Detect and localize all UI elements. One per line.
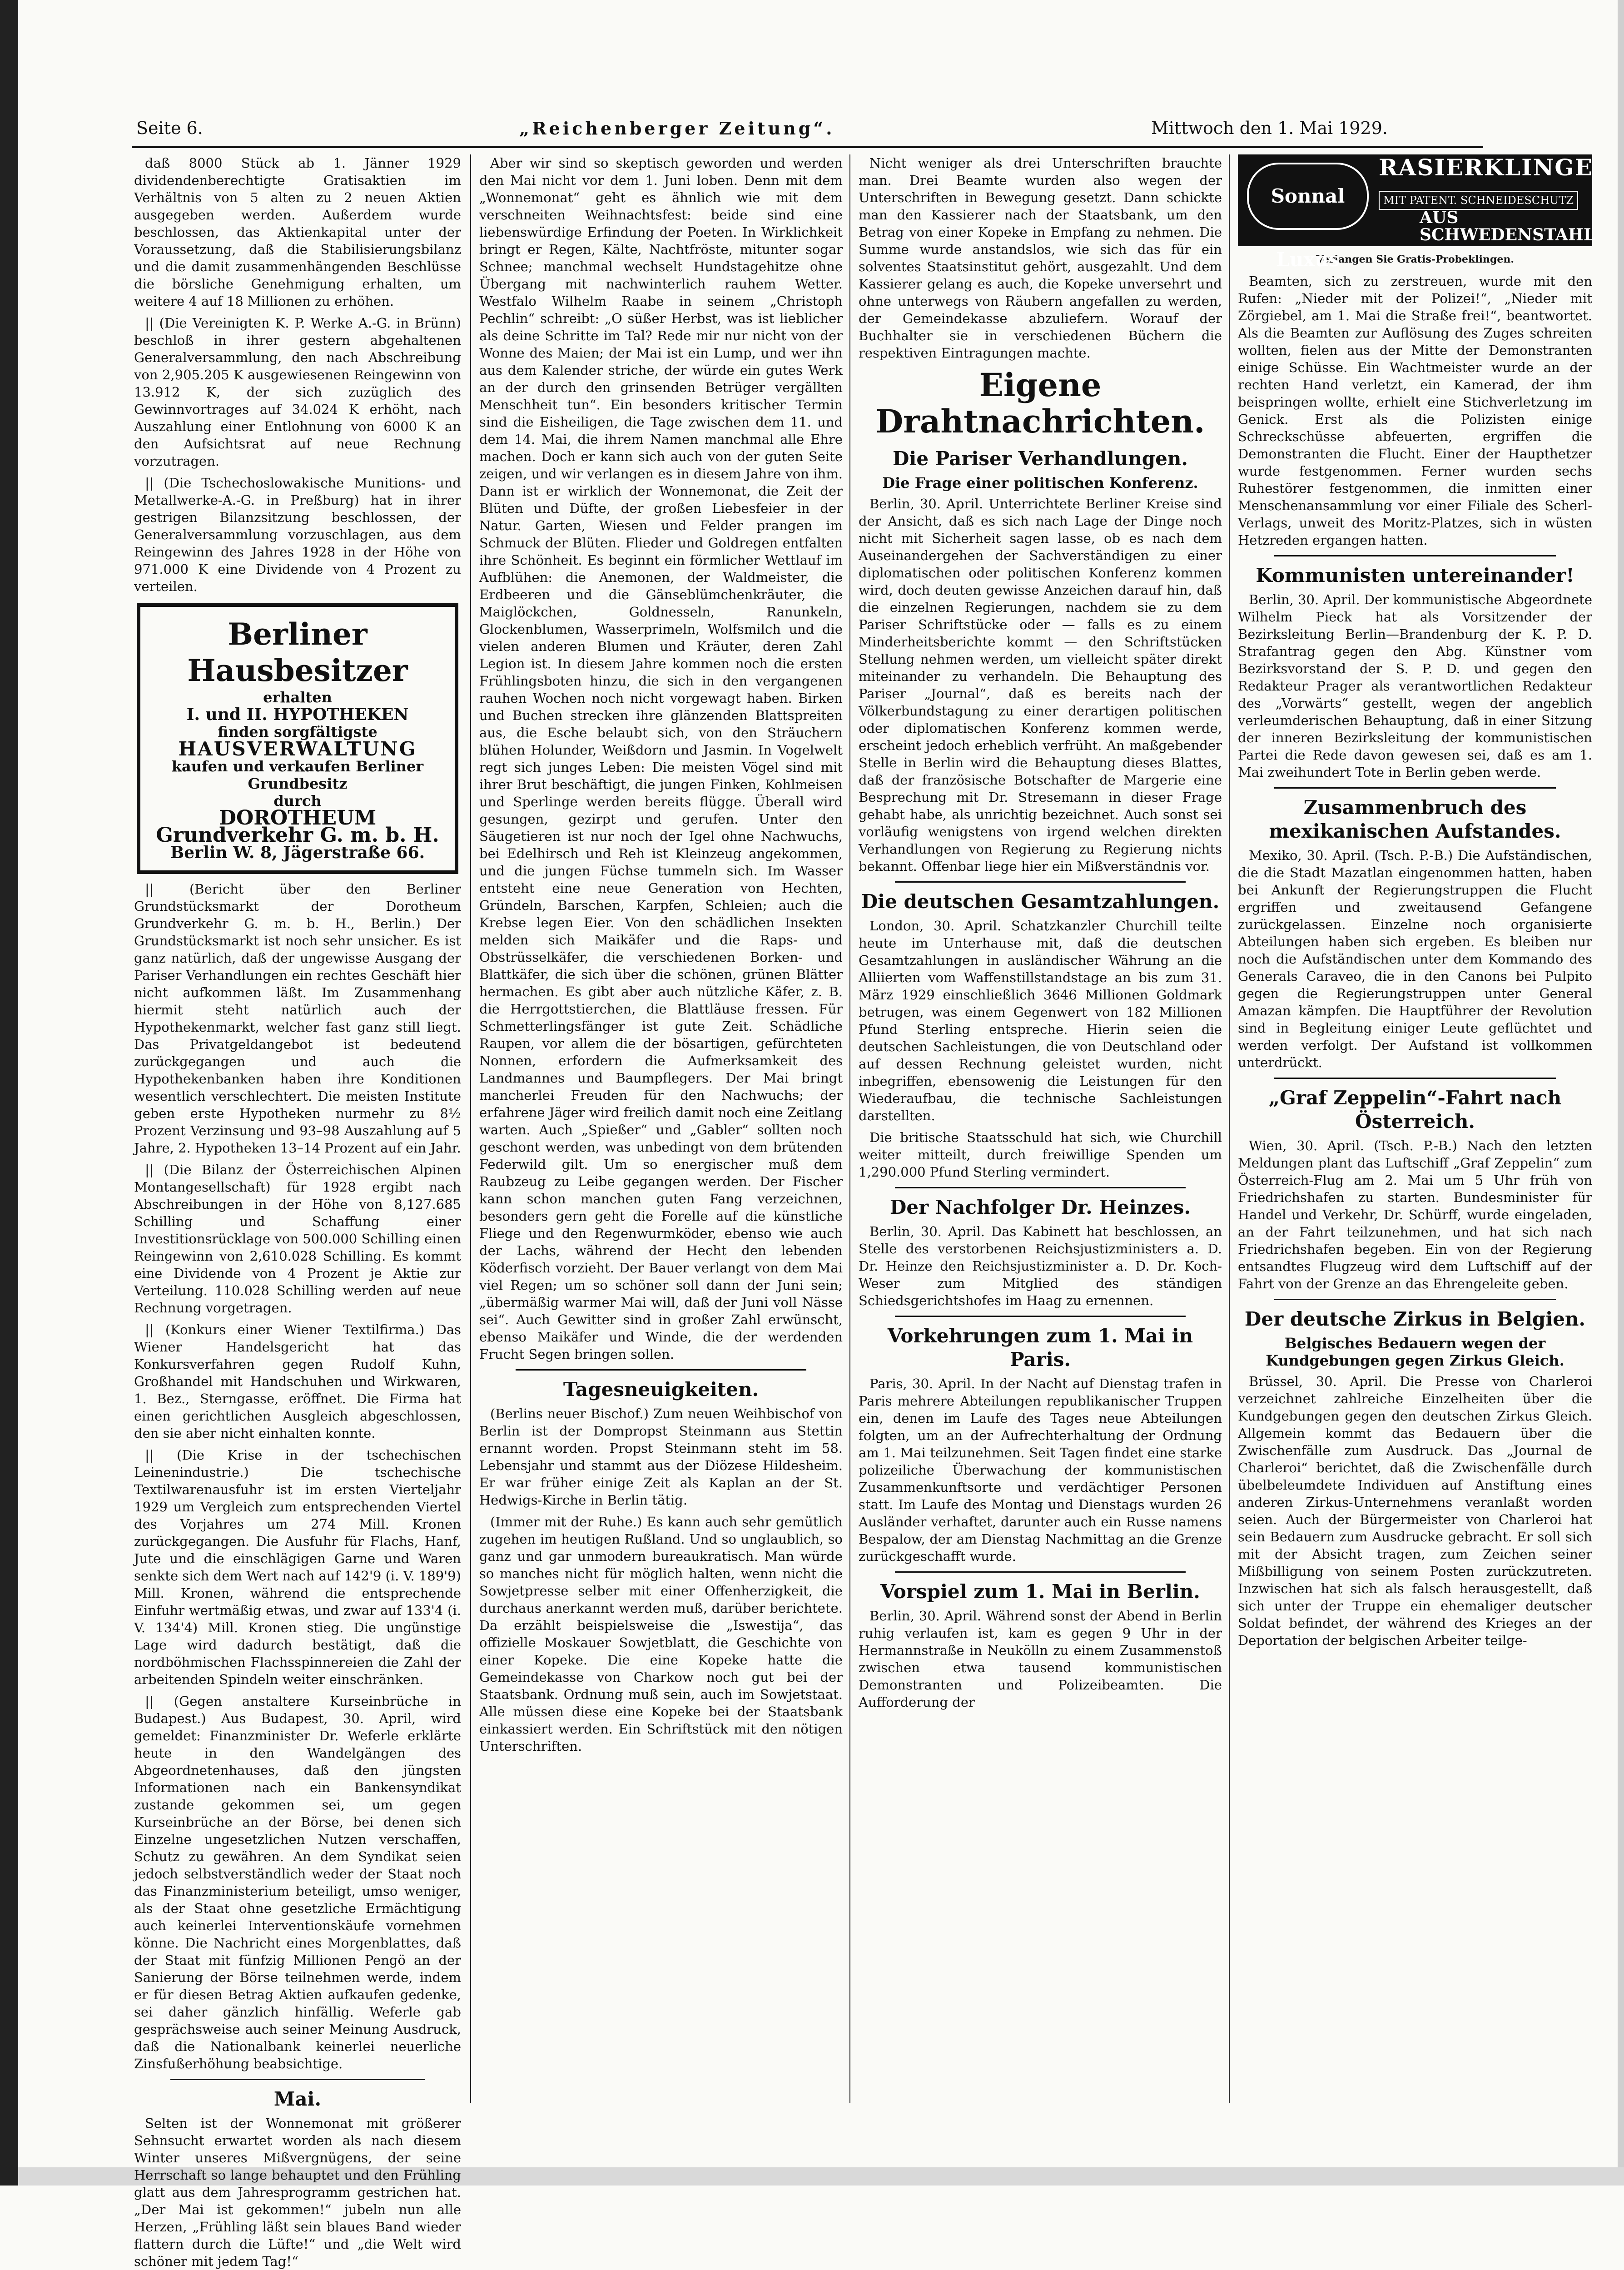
ad-line: I. und II. HYPOTHEKEN [186, 705, 409, 724]
ad-line: finden sorgfältigste [218, 723, 377, 740]
paragraph: || (Die Vereinigten K. P. Werke A.-G. in Brünn) beschloß in ihrer gestern abgehaltenen Generalversammlung, den nach Abschreibung von 2,905.205 K ausgewiesenen Reingewinn von 13.912 K, der sich zuzüglich des Gewinnvortrages auf 34.024 K erhöht, nach Auszahlung einer Entlohnung von 6000 K an den Aufsichtsrat auf neue Rechnung vorzutragen. [134, 315, 461, 469]
article-title: Der deutsche Zirkus in Belgien. [1244, 1308, 1586, 1330]
paragraph: || (Die Krise in der tschechischen Leinenindustrie.) Die tschechische Textilwarenausfuhr ist im ersten Vierteljahr 1929 um Vergleich zum entsprechenden Viertel des Vorjahres um 274 Mill. Kronen zurückgegangen. Die Ausfuhr für Flachs, Hanf, Jute und die einschlägigen Garne und Waren senkte sich dem Wert nach auf 142'9 (i. V. 189'9) Mill. Kronen, während die entsprechende Einfuhr wertmäßig etwas, und zwar auf 133'4 (i. V. 134'4) Mill. Kronen stieg. Die ungünstige Lage wird dadurch bestätigt, daß die nordböhmischen Flachsspinnereien die Zahl der arbeitenden Spindeln weiter einschränken. [134, 1447, 461, 1687]
paragraph: (Berlins neuer Bischof.) Zum neuen Weihbischof von Berlin ist der Dompropst Steinmann aus Stettin ernannt worden. Propst Steinmann steht im 58. Lebensjahr und stammt aus der Diözese Hildesheim. Er war früher einige Zeit als Kaplan an der St. Hedwigs-Kirche in Berlin tätig. [479, 1406, 843, 1508]
paragraph: || (Bericht über den Berliner Grundstücksmarkt der Dorotheum Grundverkehr G. m. b. H., Berlin.) Der Grundstücksmarkt ist noch sehr unsicher. Es ist ganz natürlich, daß der ungewisse Ausgang der Pariser Verhandlungen ein rechtes Geschäft hier nicht aufkommen läßt. Im Zusammenhang hiermit steht natürlich auch der Hypothekenmarkt, welcher fast ganz still liegt. Das Privatgeldangebot ist bedeutend zurückgegangen und auch die Hypothekenbanken haben ihre Konditionen wesentlich verschlechtert. Die meisten Institute geben erste Hypotheken nurmehr zu 8½ Prozent Verzinsung und 93–98 Auszahlung auf 5 Jahre, 2. Hypotheken 13–14 Prozent auf ein Jahr. [134, 881, 461, 1156]
issue-date: Mittwoch den 1. Mai 1929. [1151, 118, 1388, 138]
section-rule [895, 1571, 1186, 1573]
article-title-mai: Mai. [273, 2088, 322, 2110]
article-title: Die deutschen Gesamtzahlungen. [861, 890, 1220, 913]
article-subtitle: Die Frage einer politischen Konferenz. [882, 474, 1198, 492]
section-rule [170, 2079, 425, 2080]
paragraph: || (Die Bilanz der Österreichischen Alpinen Montangesellschaft) für 1928 ergibt nach Abschreibungen in der Höhe von 8,127.685 Schilling und Schaffung einer Investitionsrücklage von 500.000 Schilling einen Reingewinn von 2,610.028 Schilling. Es kommt eine Dividende von 4 Prozent je Aktie zur Verteilung. 110.028 Schilling werden auf neue Rechnung vorgetragen. [134, 1162, 461, 1316]
brand-logo: Sonnal Luxus [1247, 163, 1369, 230]
section-rule [895, 1316, 1186, 1317]
ad-line: durch [273, 792, 322, 810]
ad-line: erhalten [263, 689, 332, 706]
ad-footer: Verlangen Sie Gratis-Probeklingen. [1316, 253, 1515, 265]
article-title: Kommunisten untereinander! [1256, 564, 1574, 586]
section-rule [1274, 555, 1556, 556]
paragraph: Mexiko, 30. April. (Tsch. P.-B.) Die Aufständischen, die die Stadt Mazatlan eingenommen hatten, haben bei Ankunft der Regierungstruppen die Flucht ergriffen und zweitausend Gefangene zurückgelassen. Einzelne noch organisierte Abteilungen haben sich ergeben. Es bleiben nur noch die Aufständischen unter dem Kommando des Generals Caraveo, die in den Canons bei Pulpito gegen die Regierungstruppen unter General Amazan kämpfen. Die Hauptführer der Revolution sind in Begleitung einiger Leute geflüchtet und werden verfolgt. Der Aufstand ist vollkommen unterdrückt. [1238, 848, 1592, 1070]
newspaper-title: „Reichenberger Zeitung“. [519, 118, 835, 139]
page-header [136, 114, 1388, 142]
page-number: Seite 6. [136, 118, 203, 138]
section-rule [516, 1369, 806, 1371]
paragraph: || (Die Tschechoslowakische Munitions- und Metallwerke-A.-G. in Preßburg) hat in ihrer gestrigen Bilanzsitzung beschlossen, der Generalversammlung vorzuschlagen, aus dem Reingewinn des Jahres 1928 in der Höhe von 971.000 K eine Dividende von 4 Prozent zu verteilen. [134, 475, 461, 594]
column-2 [479, 154, 843, 2103]
scan-border-left [0, 0, 18, 2186]
ad-line: kaufen und verkaufen Berliner Grundbesitz [171, 758, 424, 792]
column-3 [859, 154, 1222, 2103]
paragraph: Wien, 30. April. (Tsch. P.-B.) Nach den letzten Meldungen plant das Luftschiff „Graf Zeppelin“ zum Österreich-Flug am 2. Mai um 5 Uhr früh von Friedrichshafen zu starten. Bundesminister für Handel und Verkehr, Dr. Schürff, wurde eingeladen, an der Fahrt teilzunehmen, und hat sich nach Friedrichshafen begeben. Ein von der Regierung entsandtes Flugzeug wird dem Luftschiff auf der Fahrt von der Grenze an das Ehrengeleite geben. [1238, 1138, 1592, 1291]
ad-title: RASIERKLINGE [1379, 154, 1594, 181]
paragraph: Berlin, 30. April. Unterrichtete Berliner Kreise sind der Ansicht, daß es sich nach Lage der Dinge noch nicht mit Sicherheit sagen lasse, ob es nach dem Auseinandergehen der Sachverständigen zu einer diplomatischen oder politischen Konferenz kommen wird, doch deuten gewisse Anzeichen darauf hin, daß die einzelnen Regierungen, nachdem sie zu dem Pariser Schriftstücke oder — falls es zu einem Minderheitsberichte kommt — den Schriftstücken Stellung nehmen werden, um vielleicht später direkt miteinander zu verhandeln. Die Behauptung des Pariser „Journal“, daß es bereits nach der Völkerbundstagung zu einer derartigen politischen oder diplomatischen Konferenz kommen werde, erscheint jedoch erheblich verfrüht. An maßgebender Stelle in Berlin wird die Behauptung dieses Blattes, daß der französische Botschafter de Margerie eine Besprechung mit Dr. Stresemann in dieser Frage gehabt habe, als unrichtig bezeichnet. Auch sonst sei vorläufig wenigstens von irgend welchen direkten Verhandlungen von Regierung zu Regierung nichts bekannt. Offenbar liege hier ein Mißverständnis vor. [859, 496, 1222, 874]
paragraph: || (Konkurs einer Wiener Textilfirma.) Das Wiener Handelsgericht hat das Konkursverfahren gegen Rudolf Kuhn, Großhandel mit Handschuhen und Wirkwaren, 1. Bez., Sterngasse, eröffnet. Die Firma hat einen gerichtlichen Ausgleich abgeschlossen, den sie aber nicht einhalten konnte. [134, 1322, 461, 1441]
ad-company: DOROTHEUM Grundverkehr G. m. b. H. [156, 806, 439, 847]
article-title: Die Pariser Verhandlungen. [892, 447, 1188, 470]
paragraph: || (Gegen anstaltere Kurseinbrüche in Budapest.) Aus Budapest, 30. April, wird gemeldet: Finanzminister Dr. Weferle erklärte heute in den Wandelgängen des Abgeordnetenhauses, daß den jüngsten Informationen nach ein Bankensyndikat zustande gekommen sei, um gegen Kurseinbrüche an der Börse, bei denen sich Einzelne ungesetzlichen Nutzen verschaffen, Schutz zu gewähren. An dem Syndikat seien jedoch selbstverständlich weder der Staat noch das Finanzministerium beteiligt, umso weniger, als der Staat ohne gesetzliche Ermächtigung auch keinerlei Interventionskäufe vornehmen könne. Die Nachricht eines Morgenblattes, daß der Staat mit fünfzig Millionen Pengö an der Sanierung der Börse teilnehmen werde, indem er für diesen Betrag Aktien aufkaufen gedenke, sei daher gänzlich hinfällig. Weferle gab gesprächsweise auch seiner Meinung Ausdruck, daß die Nationalbank keinerlei neuerliche Zinsfußerhöhung beabsichtige. [134, 1694, 461, 2071]
article-title: Der Nachfolger Dr. Heinzes. [889, 1196, 1191, 1218]
paragraph: Brüssel, 30. April. Die Presse von Charleroi verzeichnet zahlreiche Einzelheiten über die Kundgebungen gegen den deutschen Zirkus Gleich. Allgemein kommt das Bedauern über die Zwischenfälle zum Ausdruck. Das „Journal de Charleroi“ berichtet, daß die Zwischenfälle durch übelbeleumdete Individuen auf Anstiftung eines anderen Zirkus-Unternehmens veranlaßt worden seien. Auch der Bürgermeister von Charleroi hat sein Bedauern zum Ausdrucke gebracht. Er soll sich mit der Absicht tragen, zum Zeichen seiner Mißbilligung von seinem Posten zurückzutreten. Inzwischen hat sich als falsch herausgestellt, daß sich unter der Truppe ein ehemaliger deutscher Soldat befindet, der während des Krieges an der Deportation der belgischen Arbeiter teilge- [1238, 1374, 1592, 1648]
paragraph: Die britische Staatsschuld hat sich, wie Churchill weiter mitteilt, durch freiwillige Spenden um 1,290.000 Pfund Sterling vermindert. [859, 1130, 1222, 1180]
column-4 [1238, 154, 1595, 2103]
ad-line: AUS SCHWEDENSTAHL [1420, 208, 1595, 244]
column-1 [134, 154, 461, 2269]
paragraph: (Immer mit der Ruhe.) Es kann auch sehr gemütlich zugehen im heutigen Rußland. Und so unglaublich, so ganz und gar unmodern bureaukratisch. Man würde so manches nicht für möglich halten, wenn nicht die Sowjetpresse selber mit einer Offenherzigkeit, die durchaus anerkannt werden muß, darüber berichtete. Da erzählt beispielsweise die „Iswestija“, das offizielle Moskauer Sowjetblatt, die Geschichte von einer Kopeke. Die eine Kopeke hatte die Gemeindekasse von Charkow noch gut bei der Staatsbank. Ordnung muß sein, auch im Sowjetstaat. Alle müssen diese eine Kopeke bei der Staatsbank einkassiert werden. Ein Schriftstück mit den nötigen Unterschriften. [479, 1514, 843, 1754]
section-rule [1274, 1078, 1556, 1079]
header-rule [132, 146, 1483, 148]
paragraph: Aber wir sind so skeptisch geworden und werden den Mai nicht vor dem 1. Juni loben. Denn mit dem „Wonnemonat“ geht es ähnlich wie mit dem verschneiten Weihnachtsfest: beide sind eine liebenswürdige Erfindung der Poeten. In Wirklichkeit bringt er Regen, Kälte, Nachtfröste, mitunter sogar Schnee; manchmal wechselt Hundstagehitze ohne Übergang mit nachwinterlich rauhem Wetter. Westfalo Wilhelm Raabe in seinem „Christoph Pechlin“ schreibt: „O süßer Herbst, was ist lieblicher als deine Schritte im Tal? Rede mir nur nicht von der Wonne des Maien; der Mai ist ein Lump, und wer ihn aus dem Kalender striche, der würde ein gutes Werk an der durch den grinsenden Betrüger vergällten Menschheit tun“. Ein besonders kritischer Termin sind die Eisheiligen, die Tage zwischen dem 11. und dem 14. Mai, die ihrem Namen manchmal alle Ehre machen. Doch er kann sich auch von der guten Seite zeigen, und wir verlangen es in diesem Jahre von ihm. Dann ist er wirklich der Wonnemonat, die Zeit der Blüten und Düfte, der großen Liebesfeier in der Natur. Garten, Wiesen und Felder prangen im Schmuck der Blüten. Flieder und Goldregen entfalten ihre Schönheit. Es beginnt ein förmlicher Wettlauf im Aufblühen: die Anemonen, der Waldmeister, die Erdbeeren und die Gänseblümchenkräuter, die Maiglöckchen, Goldnesseln, Ranunkeln, Glockenblumen, Wasserprimeln, Wolfsmilch und die vielen anderen Blumen und Kräuter, deren Zahl Legion ist. In diesem Jahre kommen noch die ersten Frühlingsboten hinzu, die sich in den vergangenen rauhen Wochen noch nicht vorgewagt haben. Birken und Buchen strecken ihre glänzenden Blattspreiten aus, die Esche belaubt sich, von den Sträuchern blühen Holunder, Weißdorn und Jasmin. In Vogelwelt regt sich junges Leben: Die meisten Vögel sind mit ihrer Brut beschäftigt, die jungen Finken, Kohlmeisen und Sperlinge werden bereits flügge. Überall wird gesungen, gezirpt und gerufen. Unter den Säugetieren ist nur noch der Igel ohne Nachwuchs, bei Edelhirsch und Reh ist Kleinzeug angekommen, und die jungen Füchse tummeln sich. Im Wasser entsteht eine neue Generation von Hechten, Gründeln, Barschen, Karpfen, Schleien; auch die Krebse legen Eier. Von den schädlichen Insekten melden sich Maikäfer und die Raps- und Obstrüsselkäfer, die verschiedenen Borken- und Blattkäfer, die sich über die schönen, grünen Blätter hermachen. Es gibt aber auch nützliche Käfer, z. B. die Herrgottstierchen, die Blattläuse fressen. Für Schmetterlingsfänger ist gute Zeit. Schädliche Raupen, vor allem die der bösartigen, gefürchteten Nonnen, erfordern die Aufmerksamkeit des Landmannes und Baumpflegers. Der Mai bringt mancherlei Freuden für den Nachwuchs; der erfahrene Jäger wird freilich damit noch eine Zeitlang warten. Auch „Spießer“ und „Gabler“ sollten noch geschont werden, was unbedingt von dem brütenden Federwild gilt. Um so energischer muß dem Raubzeug zu Leibe gegangen werden. Der Fischer kann schon manchen guten Fang verzeichnen, besonders gern geht die Forelle auf die künstliche Fliege und den Regenwurmköder, ebenso wie auch der Lachs, während der Hecht den lebenden Köderfisch vorzieht. Der Bauer verlangt von dem Mai viel Regen; um so schöner soll dann der Juni sein; „übermäßig warmer Mai will, daß der Juni voll Nässe sei“. Auch Gewitter sind in großer Zahl erwünscht, ebenso Maikäfer und Winde, die der werdenden Frucht Segen bringen sollen. [479, 155, 843, 1362]
article-title: Zusammenbruch des mexikanischen Aufstandes. [1269, 796, 1561, 842]
ad-address: Berlin W. 8, Jägerstraße 66. [170, 843, 425, 862]
ad-title: Berliner Hausbesitzer [187, 616, 408, 688]
ad-line: MIT PATENT. SCHNEIDESCHUTZ [1379, 191, 1578, 210]
paragraph: Berlin, 30. April. Das Kabinett hat beschlossen, an Stelle des verstorbenen Reichsjustizministers a. D. Dr. Heinze den Reichsjustizminister a. D. Dr. Koch-Weser zum Mitglied des ständigen Schiedsgerichtshofes im Haag zu ernennen. [859, 1224, 1222, 1308]
advertisement-dorotheum [137, 603, 458, 874]
paragraph: Berlin, 30. April. Der kommunistische Abgeordnete Wilhelm Pieck hat als Vorsitzender der Bezirksleitung Berlin—Brandenburg der K. P. D. Strafantrag gegen den Abg. Künstner vom Bezirksvorstand der S. P. D. und gegen den Redakteur Prager als verantwortlichen Redakteur des „Vorwärts“ gestellt, wegen der angeblich verleumderischen Behauptung, daß in einer Sitzung der inneren Bezirksleitung der kommunistischen Partei die Rede davon gewesen sei, daß es am 1. Mai zweihundert Tote in Berlin geben werde. [1238, 592, 1592, 780]
paragraph: Beamten, sich zu zerstreuen, wurde mit den Rufen: „Nieder mit der Polizei!“, „Nieder mit Zörgiebel, am 1. Mai die Straße frei!“, beantwortet. Als die Beamten zur Auflösung des Zuges schreiten wollten, fielen aus der Mitte der Demonstranten einige Schüsse. Ein Wachtmeister wurde an der rechten Hand verletzt, ein Kamerad, der ihm beispringen wollte, erhielt eine Stichverletzung im Genick. Erst als die Polizisten einige Schreckschüsse abfeuerten, ergriffen die Demonstranten die Flucht. Einer der Haupthetzer wurde festgenommen. Ferner wurden sechs Ruhestörer festgenommen, die inmitten einer Menschenansammlung vor einer Filiale des Scherl-Verlags, unweit des Moritz-Platzes, sich in wüsten Hetzreden ergangen hatten. [1238, 273, 1592, 548]
paragraph: Selten ist der Wonnemonat mit größerer Sehnsucht erwartet worden als nach diesem Winter unseres Mißvergnügens, der seine Herrschaft so lange behauptet und den Frühling glatt aus dem Jahresprogramm gestrichen hat. „Der Mai ist gekommen!“ jubeln nun alle Herzen, „Frühling läßt sein blaues Band wieder flattern durch die Lüfte!“ und „die Welt wird schöner mit jedem Tag!“ [134, 2116, 461, 2269]
scan-border-right [1618, 0, 1624, 2186]
section-rule [895, 881, 1186, 883]
section-rule [1274, 787, 1556, 789]
article-title: „Graf Zeppelin“-Fahrt nach Österreich. [1268, 1087, 1562, 1133]
column-divider [470, 154, 471, 2103]
paragraph: Nicht weniger als drei Unterschriften brauchte man. Drei Beamte wurden also wegen der Unterschriften in Bewegung gesetzt. Dann schickte man den Kassierer nach der Staatsbank, um den Betrag von einer Kopeke in Empfang zu nehmen. Die Summe wurde anstandslos, wie sich das für ein solventes Staatsinstitut gehört, ausgezahlt. Und dem Kassierer gelang es auch, die Kopeke unversehrt und ohne unterwegs von Räubern angefallen zu werden, der Gemeindekasse abzuliefern. Worauf der Buchhalter sie in verschiedenen Büchern die respektiven Eintragungen machte. [859, 155, 1222, 361]
paragraph: Berlin, 30. April. Während sonst der Abend in Berlin ruhig verlaufen ist, kam es gegen 9 Uhr in der Hermannstraße in Neukölln zu einem Zusammenstoß zwischen etwa tausend kommunistischen Demonstranten und Polizeibeamten. Die Aufforderung der [859, 1608, 1222, 1710]
paragraph: daß 8000 Stück ab 1. Jänner 1929 dividendenberechtigte Gratisaktien im Verhältnis von 5 alten zu 2 neuen Aktien ausgegeben werden. Außerdem wurde beschlossen, das Aktienkapital unter der Voraussetzung, daß die Stabilisierungsbilanz und die damit zusammenhängenden Beschlüsse die börsliche Genehmigung erhalten, um weitere 4 auf 18 Millionen zu erhöhen. [134, 155, 461, 309]
section-rule [895, 1187, 1186, 1188]
paragraph: Paris, 30. April. In der Nacht auf Dienstag trafen in Paris mehrere Abteilungen republikanischer Truppen ein, denen im Laufe des Tages neue Abteilungen folgten, um an der Aufrechterhaltung der Ordnung am 1. Mai teilzunehmen. Seit Tagen findet eine starke polizeiliche Überwachung der kommunistischen Zusammenkunftsorte und verdächtiger Personen statt. Im Laufe des Montag und Dienstags wurden 26 Ausländer verhaftet, darunter auch ein Russe namens Bespalow, der am Dienstag Nachmittag an die Grenze zurückgeschafft wurde. [859, 1376, 1222, 1564]
ad-line: HAUSVERWALTUNG [178, 738, 417, 760]
section-title-tagesneuigkeiten: Tagesneuigkeiten. [563, 1378, 759, 1401]
column-divider [849, 154, 850, 2103]
article-title: Vorspiel zum 1. Mai in Berlin. [880, 1580, 1200, 1603]
section-title-drahtnachrichten: Eigene Drahtnachrichten. [875, 366, 1205, 440]
article-subtitle: Belgisches Bedauern wegen der Kundgebungen gegen Zirkus Gleich. [1266, 1335, 1564, 1369]
section-rule [1274, 1299, 1556, 1300]
paragraph: London, 30. April. Schatzkanzler Churchill teilte heute im Unterhause mit, daß die deutschen Gesamtzahlungen in ausländischer Währung an die Alliierten vom Waffenstillstandstage an bis zum 31. März 1929 einschließlich 3646 Millionen Goldmark betrugen, was einem Gegenwert von 182 Millionen Pfund Sterling entspreche. Hierin seien die deutschen Sachleistungen, die von Deutschland oder auf dessen Rechnung geleistet wurden, nicht inbegriffen, ebensowenig die Leistungen für den Wiederaufbau, die technische Sachleistungen darstellten. [859, 918, 1222, 1123]
article-title: Vorkehrungen zum 1. Mai in Paris. [887, 1325, 1193, 1371]
column-divider [1229, 154, 1230, 2103]
